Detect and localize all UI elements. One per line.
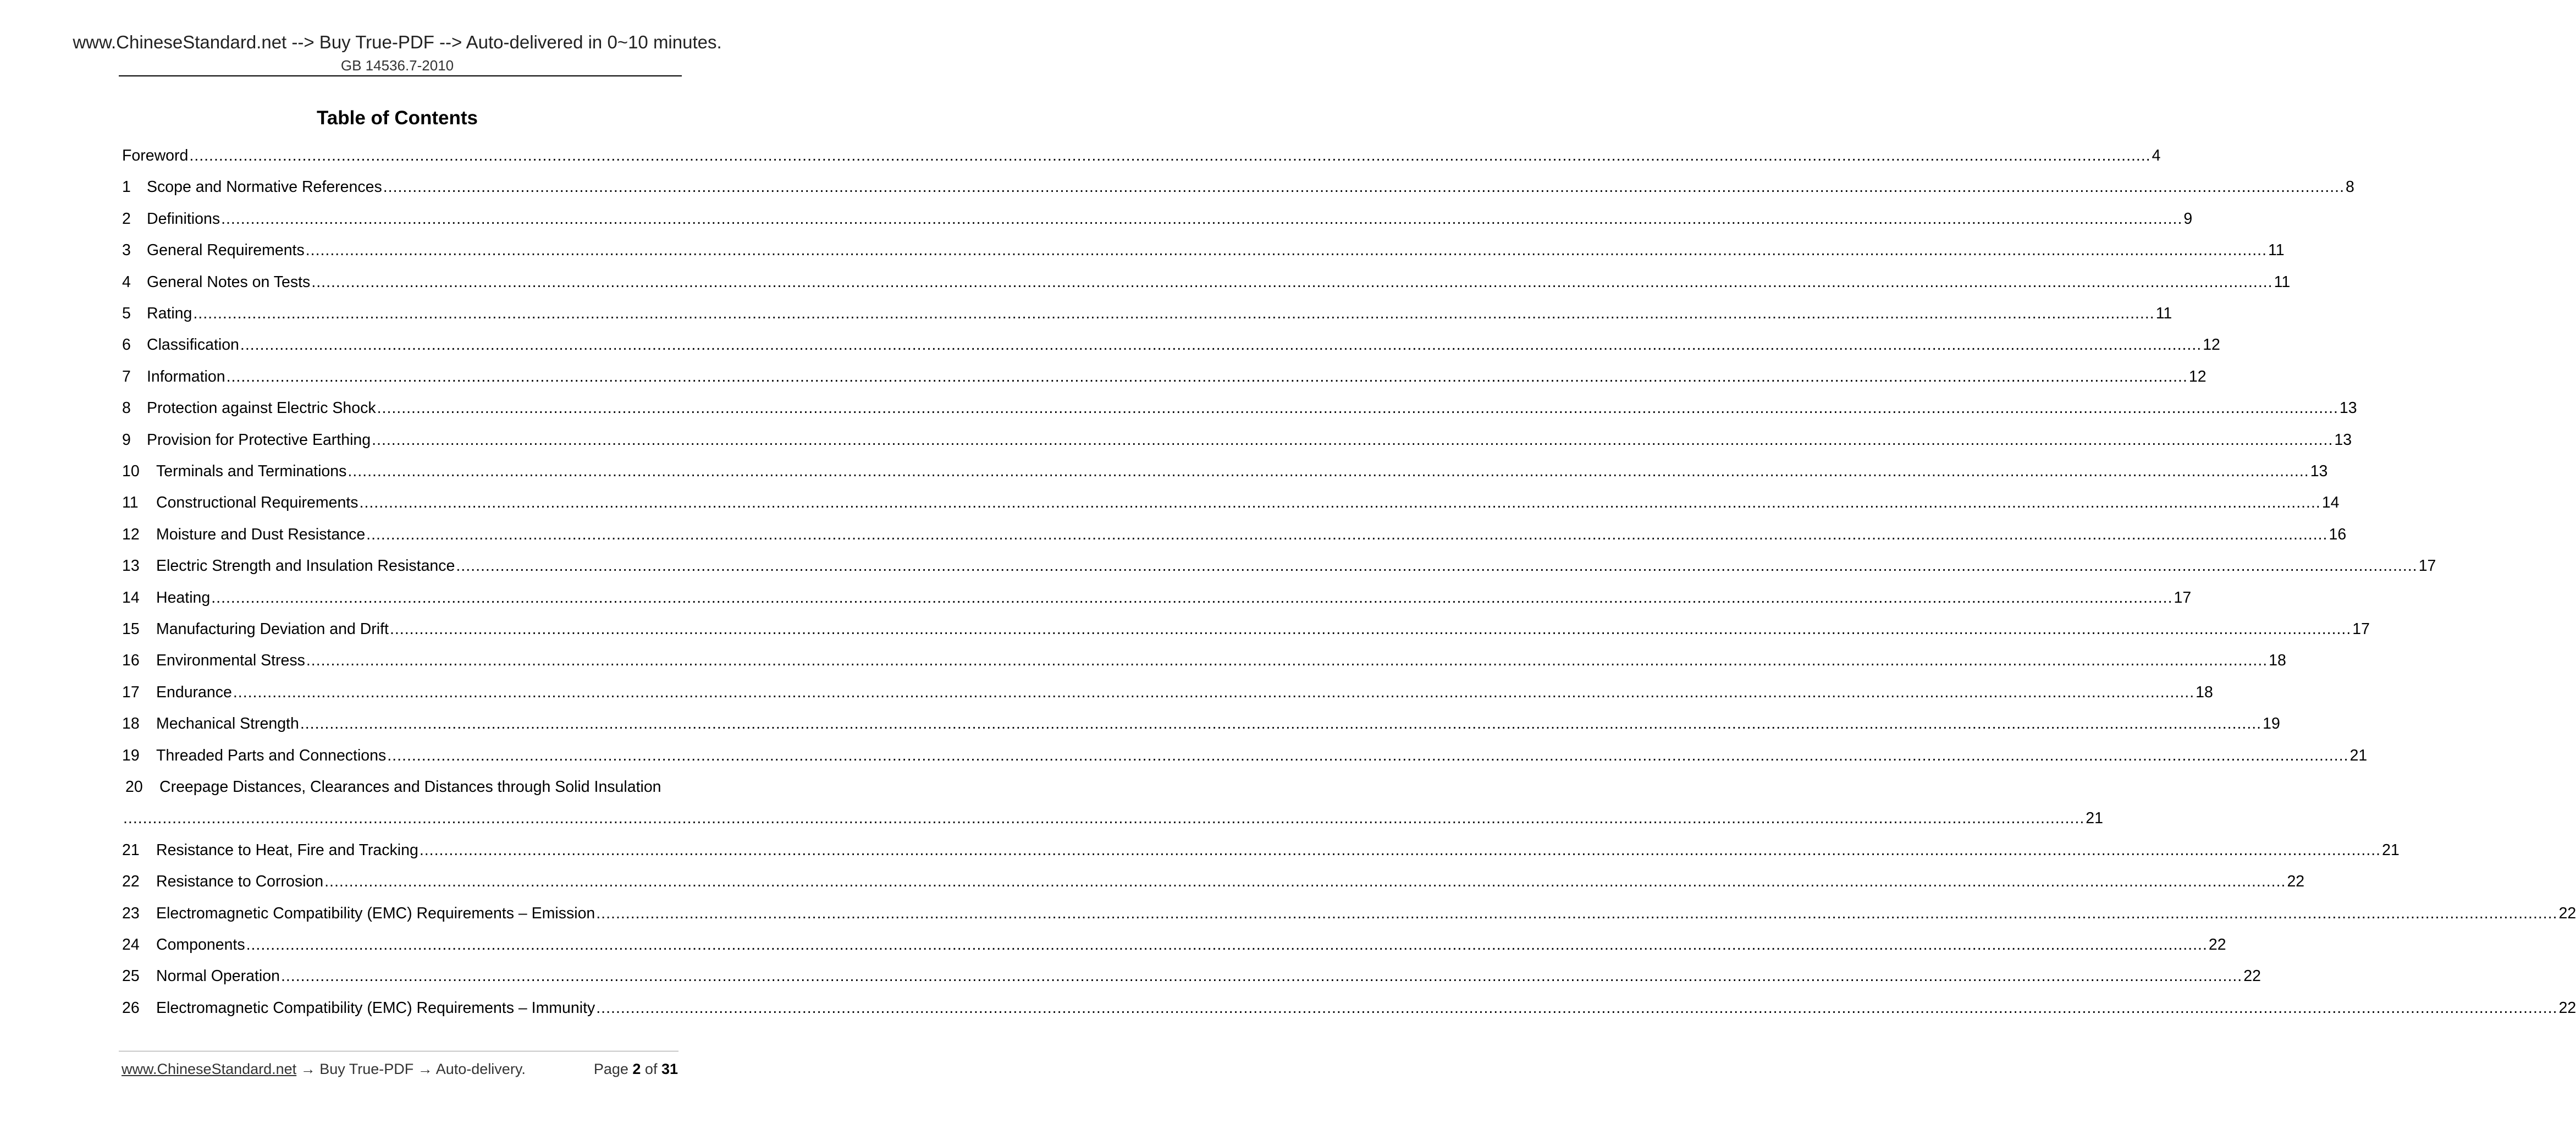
toc-entry[interactable] <box>122 713 2280 735</box>
toc-entry-number: 13 <box>122 557 140 575</box>
toc-entry-page: 11 <box>2274 273 2291 291</box>
toc-entry-page: 12 <box>2203 336 2220 354</box>
toc-entry-number: 18 <box>122 715 140 733</box>
toc-entry-label: Provision for Protective Earthing <box>147 431 371 449</box>
toc-entry[interactable] <box>122 271 2291 293</box>
toc-entry-number: 15 <box>122 620 140 638</box>
toc-entry-number: 5 <box>122 305 131 322</box>
toc-entry-label: Classification <box>147 336 239 354</box>
toc-entry[interactable] <box>122 524 2347 546</box>
footer-site-link[interactable]: www.ChineseStandard.net <box>122 1061 297 1077</box>
toc-entry-page: 18 <box>2196 683 2213 701</box>
toc-entry-label: Electromagnetic Compatibility (EMC) Requirements – Emission <box>156 904 595 922</box>
toc-entry-page: 17 <box>2352 620 2370 638</box>
toc-entry-label: Information <box>147 367 225 385</box>
toc-entry-page: 13 <box>2339 399 2357 417</box>
toc-entry-number: 21 <box>122 841 140 859</box>
toc-leader: ................................................................................................................................................................................................................................................................................................................................................................................................................ <box>306 652 2268 670</box>
toc-entry-page: 19 <box>2263 715 2280 733</box>
toc-entry[interactable] <box>122 460 2328 482</box>
toc-leader: ................................................................................................................................................................................................................................................................................................................................................................................................................ <box>280 967 2243 985</box>
toc-leader: ................................................................................................................................................................................................................................................................................................................................................................................................................ <box>246 936 2208 954</box>
toc-entry-label: Endurance <box>156 683 232 701</box>
toc-leader: ................................................................................................................................................................................................................................................................................................................................................................................................................ <box>189 147 2151 164</box>
toc-entry-label: Resistance to Corrosion <box>156 873 324 891</box>
footer-promo <box>122 1061 526 1078</box>
toc-entry[interactable] <box>122 334 2220 356</box>
toc-entry-number: 2 <box>122 210 131 228</box>
toc-entry-page: 11 <box>2268 241 2285 260</box>
header-banner: www.ChineseStandard.net --> Buy True-PDF --> Auto-delivered in 0~10 minutes. <box>73 32 722 52</box>
toc-leader: ................................................................................................................................................................................................................................................................................................................................................................................................................ <box>305 241 2268 260</box>
toc-leader: ................................................................................................................................................................................................................................................................................................................................................................................................................ <box>383 178 2345 196</box>
toc-entry-label: Rating <box>147 305 192 322</box>
toc-leader: ................................................................................................................................................................................................................................................................................................................................................................................................................ <box>211 588 2173 607</box>
toc-entry-number: 17 <box>122 683 140 701</box>
toc-entry-label: Manufacturing Deviation and Drift <box>156 620 389 638</box>
toc-entry-page: 13 <box>2310 462 2328 480</box>
toc-entry-page: 8 <box>2346 178 2354 196</box>
toc-entry-page: 11 <box>2155 305 2172 322</box>
toc-entry-label: Electromagnetic Compatibility (EMC) Requirements – Immunity <box>156 999 595 1017</box>
toc-entry-page: 22 <box>2558 904 2576 922</box>
toc-leader: ................................................................................................................................................................................................................................................................................................................................................................................................................ <box>300 715 2262 733</box>
toc-entry-label: Threaded Parts and Connections <box>156 746 387 764</box>
toc-entry-page: 21 <box>2382 841 2400 859</box>
toc-entry[interactable] <box>125 776 683 798</box>
toc-entry-label: General Requirements <box>147 241 305 260</box>
toc-leader: ................................................................................................................................................................................................................................................................................................................................................................................................................ <box>389 620 2352 638</box>
toc-entry-number: 6 <box>122 336 131 354</box>
toc-leader: ................................................................................................................................................................................................................................................................................................................................................................................................................ <box>359 494 2321 512</box>
toc-entry-label: Definitions <box>147 210 220 228</box>
toc-entry[interactable] <box>122 302 2172 324</box>
toc-entry[interactable] <box>122 366 2207 388</box>
toc-entry[interactable] <box>122 176 2354 198</box>
toc-entry-page: 22 <box>2558 999 2576 1017</box>
toc-entry-number: 20 <box>125 778 143 796</box>
toc-entry-label: Environmental Stress <box>156 652 305 670</box>
toc-leader: ................................................................................................................................................................................................................................................................................................................................................................................................................ <box>456 557 2418 575</box>
toc-entry-page: 17 <box>2418 557 2436 575</box>
toc-entry[interactable] <box>122 208 2193 230</box>
toc-leader: ................................................................................................................................................................................................................................................................................................................................................................................................................ <box>596 904 2558 922</box>
toc-entry[interactable] <box>122 397 2357 419</box>
toc-entry-number: 23 <box>122 904 140 922</box>
toc-leader: ................................................................................................................................................................................................................................................................................................................................................................................................................ <box>240 336 2202 354</box>
toc-entry-page: 18 <box>2269 652 2286 670</box>
toc-entry-page: 9 <box>2183 210 2193 228</box>
toc-entry-number: 24 <box>122 936 140 954</box>
toc-leader: ................................................................................................................................................................................................................................................................................................................................................................................................................ <box>311 273 2273 291</box>
toc-leader: ................................................................................................................................................................................................................................................................................................................................................................................................................ <box>387 746 2349 764</box>
toc-leader: ................................................................................................................................................................................................................................................................................................................................................................................................................ <box>193 305 2155 322</box>
toc-leader: ................................................................................................................................................................................................................................................................................................................................................................................................................ <box>596 999 2558 1017</box>
toc-entry-page: 16 <box>2329 525 2347 543</box>
toc-entry-number: 12 <box>122 525 140 543</box>
toc-entry-number: 3 <box>122 241 131 260</box>
toc-entry[interactable] <box>122 965 2261 987</box>
toc-entry-label: Constructional Requirements <box>156 494 358 512</box>
standard-code: GB 14536.7-2010 <box>340 57 454 74</box>
toc-leader: ................................................................................................................................................................................................................................................................................................................................................................................................................ <box>347 462 2309 480</box>
toc-entry-label: Protection against Electric Shock <box>147 399 376 417</box>
toc-entry-number: 4 <box>122 273 131 291</box>
toc-entry[interactable] <box>122 649 2286 671</box>
toc-entry-page: 21 <box>2086 809 2103 828</box>
toc-entry-page: 22 <box>2287 873 2305 891</box>
toc-entry[interactable] <box>122 934 2226 956</box>
toc-entry-label: Resistance to Heat, Fire and Tracking <box>156 841 418 859</box>
header-divider <box>119 75 682 76</box>
toc-entry-label: Scope and Normative References <box>147 178 382 196</box>
toc-entry-label: General Notes on Tests <box>147 273 311 291</box>
toc-entry-label: Foreword <box>122 147 189 164</box>
toc-title: Table of Contents <box>317 107 478 129</box>
toc-leader: ................................................................................................................................................................................................................................................................................................................................................................................................................ <box>366 525 2328 543</box>
toc-entry-number: 9 <box>122 431 131 449</box>
toc-entry[interactable] <box>122 870 2305 892</box>
toc-entry-page: 14 <box>2321 494 2340 512</box>
toc-entry[interactable] <box>122 902 2576 924</box>
toc-entry-label: Terminals and Terminations <box>156 462 347 480</box>
toc-entry[interactable] <box>122 239 2285 261</box>
toc-entry[interactable] <box>122 587 2192 609</box>
toc-entry[interactable] <box>122 681 2213 703</box>
page-current: 2 <box>632 1061 641 1077</box>
toc-entry[interactable] <box>122 997 2576 1019</box>
toc-leader: ................................................................................................................................................................................................................................................................................................................................................................................................................ <box>233 683 2195 701</box>
toc-entry-page: 22 <box>2243 967 2261 985</box>
toc-entry-number: 22 <box>122 873 140 891</box>
toc-leader: ................................................................................................................................................................................................................................................................................................................................................................................................................ <box>324 873 2286 891</box>
toc-leader: ................................................................................................................................................................................................................................................................................................................................................................................................................ <box>226 367 2188 385</box>
toc-entry[interactable] <box>122 429 2352 451</box>
toc-entry[interactable] <box>122 492 2340 514</box>
toc-entry-page: 21 <box>2349 746 2368 764</box>
page-total: 31 <box>661 1061 678 1077</box>
toc-entry-number: 16 <box>122 652 140 670</box>
toc-entry-label: Components <box>156 936 245 954</box>
toc-entry-page: 13 <box>2334 431 2352 449</box>
toc-entry-number: 14 <box>122 588 140 607</box>
toc-entry-number: 26 <box>122 999 140 1017</box>
toc-entry-number: 7 <box>122 367 131 385</box>
toc-entry[interactable] <box>122 839 2400 861</box>
toc-leader: ................................................................................................................................................................................................................................................................................................................................................................................................................ <box>419 841 2381 859</box>
toc-entry[interactable] <box>122 555 2436 577</box>
toc-entry-number: 10 <box>122 462 140 480</box>
toc-leader: ................................................................................................................................................................................................................................................................................................................................................................................................................ <box>123 809 2085 828</box>
toc-leader: ................................................................................................................................................................................................................................................................................................................................................................................................................ <box>372 431 2334 449</box>
page-indicator: Page 2 of 31 <box>593 1061 678 1077</box>
toc-entry-number: 11 <box>122 494 139 512</box>
toc-entry-number: 19 <box>122 746 140 764</box>
toc-leader: ................................................................................................................................................................................................................................................................................................................................................................................................................ <box>377 399 2338 417</box>
toc-entry-page: 22 <box>2208 936 2226 954</box>
toc-entry-label: Mechanical Strength <box>156 715 299 733</box>
toc-leader: ................................................................................................................................................................................................................................................................................................................................................................................................................ <box>221 210 2183 228</box>
toc-entry-number: 1 <box>122 178 131 196</box>
toc-entry-label: Heating <box>156 588 211 607</box>
toc-entry[interactable] <box>122 145 2161 167</box>
toc-entry-label: Normal Operation <box>156 967 280 985</box>
toc-entry-page: 17 <box>2174 588 2192 607</box>
footer-promo-text: → Buy True-PDF → Auto-delivery. <box>296 1061 526 1077</box>
toc-entry[interactable] <box>122 745 2368 767</box>
toc-entry-continuation[interactable] <box>122 807 2103 829</box>
toc-entry-number: 8 <box>122 399 131 417</box>
toc-entry-label: Creepage Distances, Clearances and Distances through Solid Insulation <box>159 778 661 796</box>
toc-entry-number: 25 <box>122 967 140 985</box>
toc-entry-label: Electric Strength and Insulation Resistance <box>156 557 455 575</box>
toc-entry-label: Moisture and Dust Resistance <box>156 525 366 543</box>
toc-entry-page: 12 <box>2188 367 2207 385</box>
toc-entry-page: 4 <box>2152 147 2161 164</box>
toc-entry[interactable] <box>122 618 2370 640</box>
